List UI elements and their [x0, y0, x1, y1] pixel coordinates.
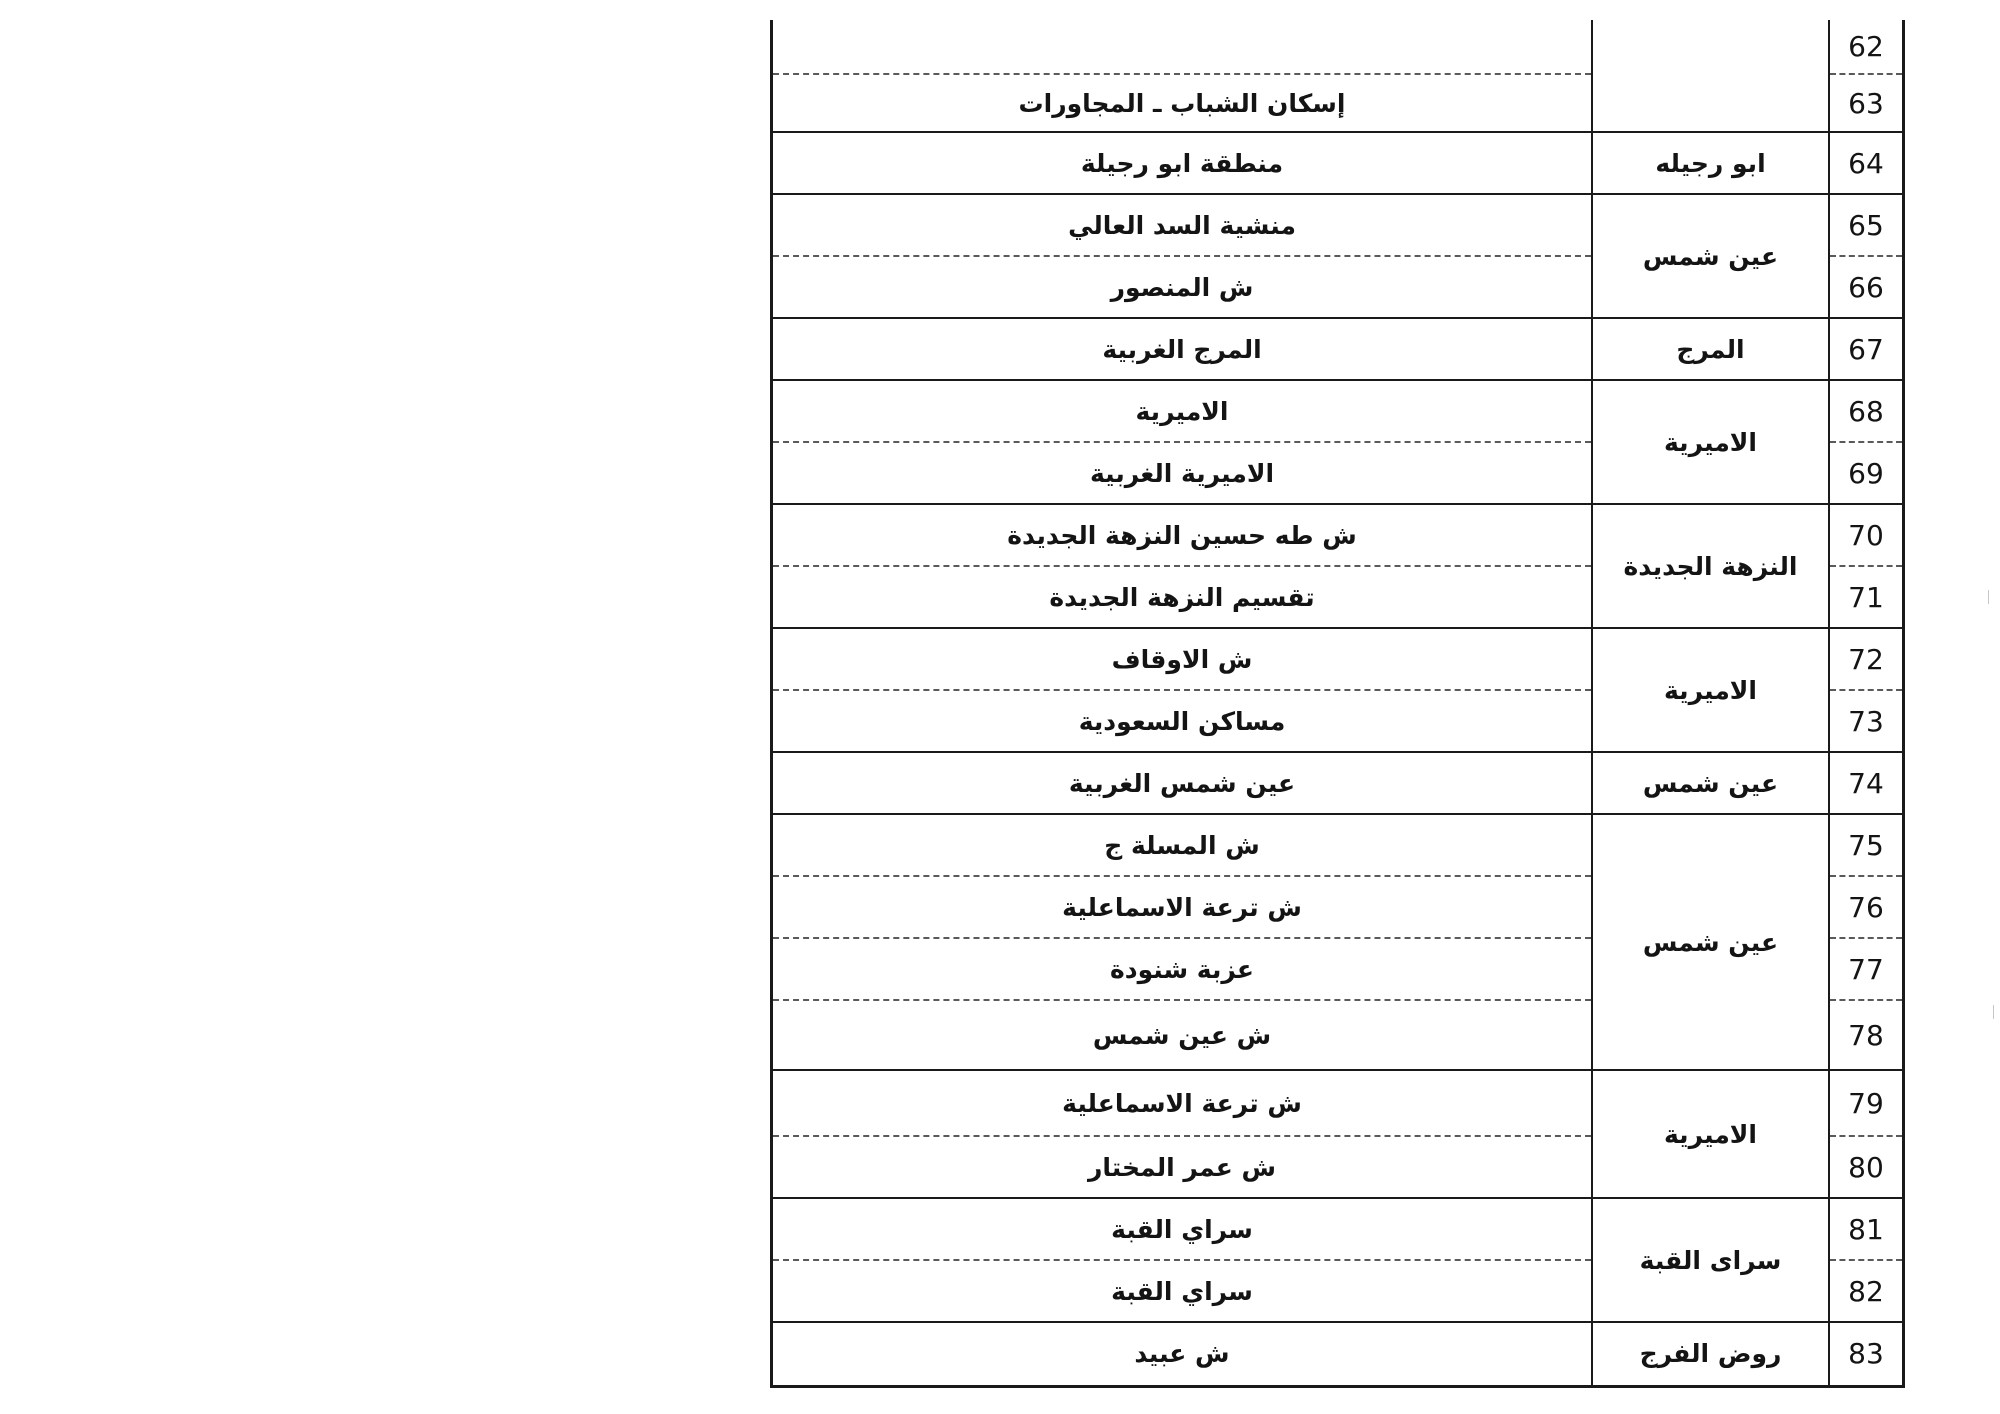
- street-cell: ش عين شمس: [772, 1000, 1593, 1070]
- zone-cell: الاميرية: [1592, 628, 1829, 752]
- table-row: [772, 20, 1904, 74]
- row-number-cell: 67: [1829, 318, 1904, 380]
- street-cell: ش ترعة الاسماعلية: [772, 876, 1593, 938]
- zone-cell: النزهة الجديدة: [1592, 504, 1829, 628]
- street-cell: سراي القبة: [772, 1260, 1593, 1322]
- street-cell: ش طه حسين النزهة الجديدة: [772, 504, 1593, 566]
- street-cell: عين شمس الغربية: [772, 752, 1593, 814]
- street-cell: سراي القبة: [772, 1198, 1593, 1260]
- scan-speck: [1988, 590, 1989, 604]
- zone-cell: المرج: [1592, 318, 1829, 380]
- row-number-cell: 73: [1829, 690, 1904, 752]
- row-number-cell: 82: [1829, 1260, 1904, 1322]
- street-cell: ش المنصور: [772, 256, 1593, 318]
- zone-cell: ابو رجيله: [1592, 132, 1829, 194]
- zone-cell: سراى القبة: [1592, 1198, 1829, 1322]
- table-body: [772, 20, 1904, 1386]
- zone-cell: [1592, 20, 1829, 132]
- street-cell: منطقة ابو رجيلة: [772, 132, 1593, 194]
- table-row: [772, 1322, 1904, 1386]
- row-number-cell: 79: [1829, 1070, 1904, 1136]
- row-number-cell: 80: [1829, 1136, 1904, 1198]
- row-number-cell: 71: [1829, 566, 1904, 628]
- table-row: [772, 132, 1904, 194]
- street-cell: عزبة شنودة: [772, 938, 1593, 1000]
- row-number-cell: 76: [1829, 876, 1904, 938]
- row-number-cell: 65: [1829, 194, 1904, 256]
- street-cell: [772, 20, 1593, 74]
- zone-cell: عين شمس: [1592, 752, 1829, 814]
- street-cell: منشية السد العالي: [772, 194, 1593, 256]
- table-row: [772, 1070, 1904, 1136]
- street-cell: ش عبيد: [772, 1322, 1593, 1386]
- row-number-cell: 69: [1829, 442, 1904, 504]
- scan-speck: [1993, 1005, 1994, 1019]
- street-cell: ش الاوقاف: [772, 628, 1593, 690]
- table-row: [772, 194, 1904, 256]
- street-cell: المرج الغربية: [772, 318, 1593, 380]
- street-cell: مساكن السعودية: [772, 690, 1593, 752]
- zone-cell: عين شمس: [1592, 814, 1829, 1070]
- row-number-cell: 70: [1829, 504, 1904, 566]
- street-cell: الاميرية: [772, 380, 1593, 442]
- row-number-cell: 63: [1829, 74, 1904, 132]
- row-number-cell: 72: [1829, 628, 1904, 690]
- district-streets-table: [770, 20, 1905, 1388]
- table-row: [772, 318, 1904, 380]
- row-number-cell: 74: [1829, 752, 1904, 814]
- zone-cell: عين شمس: [1592, 194, 1829, 318]
- street-cell: تقسيم النزهة الجديدة: [772, 566, 1593, 628]
- row-number-cell: 62: [1829, 20, 1904, 74]
- row-number-cell: 68: [1829, 380, 1904, 442]
- table-row: [772, 380, 1904, 442]
- street-cell: ش ترعة الاسماعلية: [772, 1070, 1593, 1136]
- zone-cell: الاميرية: [1592, 1070, 1829, 1198]
- row-number-cell: 77: [1829, 938, 1904, 1000]
- table-row: [772, 814, 1904, 876]
- row-number-cell: 83: [1829, 1322, 1904, 1386]
- zone-cell: روض الفرج: [1592, 1322, 1829, 1386]
- row-number-cell: 81: [1829, 1198, 1904, 1260]
- table-row: [772, 628, 1904, 690]
- zone-cell: الاميرية: [1592, 380, 1829, 504]
- row-number-cell: 75: [1829, 814, 1904, 876]
- row-number-cell: 78: [1829, 1000, 1904, 1070]
- row-number-cell: 64: [1829, 132, 1904, 194]
- street-cell: ش عمر المختار: [772, 1136, 1593, 1198]
- table-row: [772, 752, 1904, 814]
- street-cell: إسكان الشباب ـ المجاورات: [772, 74, 1593, 132]
- street-cell: ش المسلة ج: [772, 814, 1593, 876]
- table-row: [772, 1198, 1904, 1260]
- table-row: [772, 504, 1904, 566]
- row-number-cell: 66: [1829, 256, 1904, 318]
- street-cell: الاميرية الغربية: [772, 442, 1593, 504]
